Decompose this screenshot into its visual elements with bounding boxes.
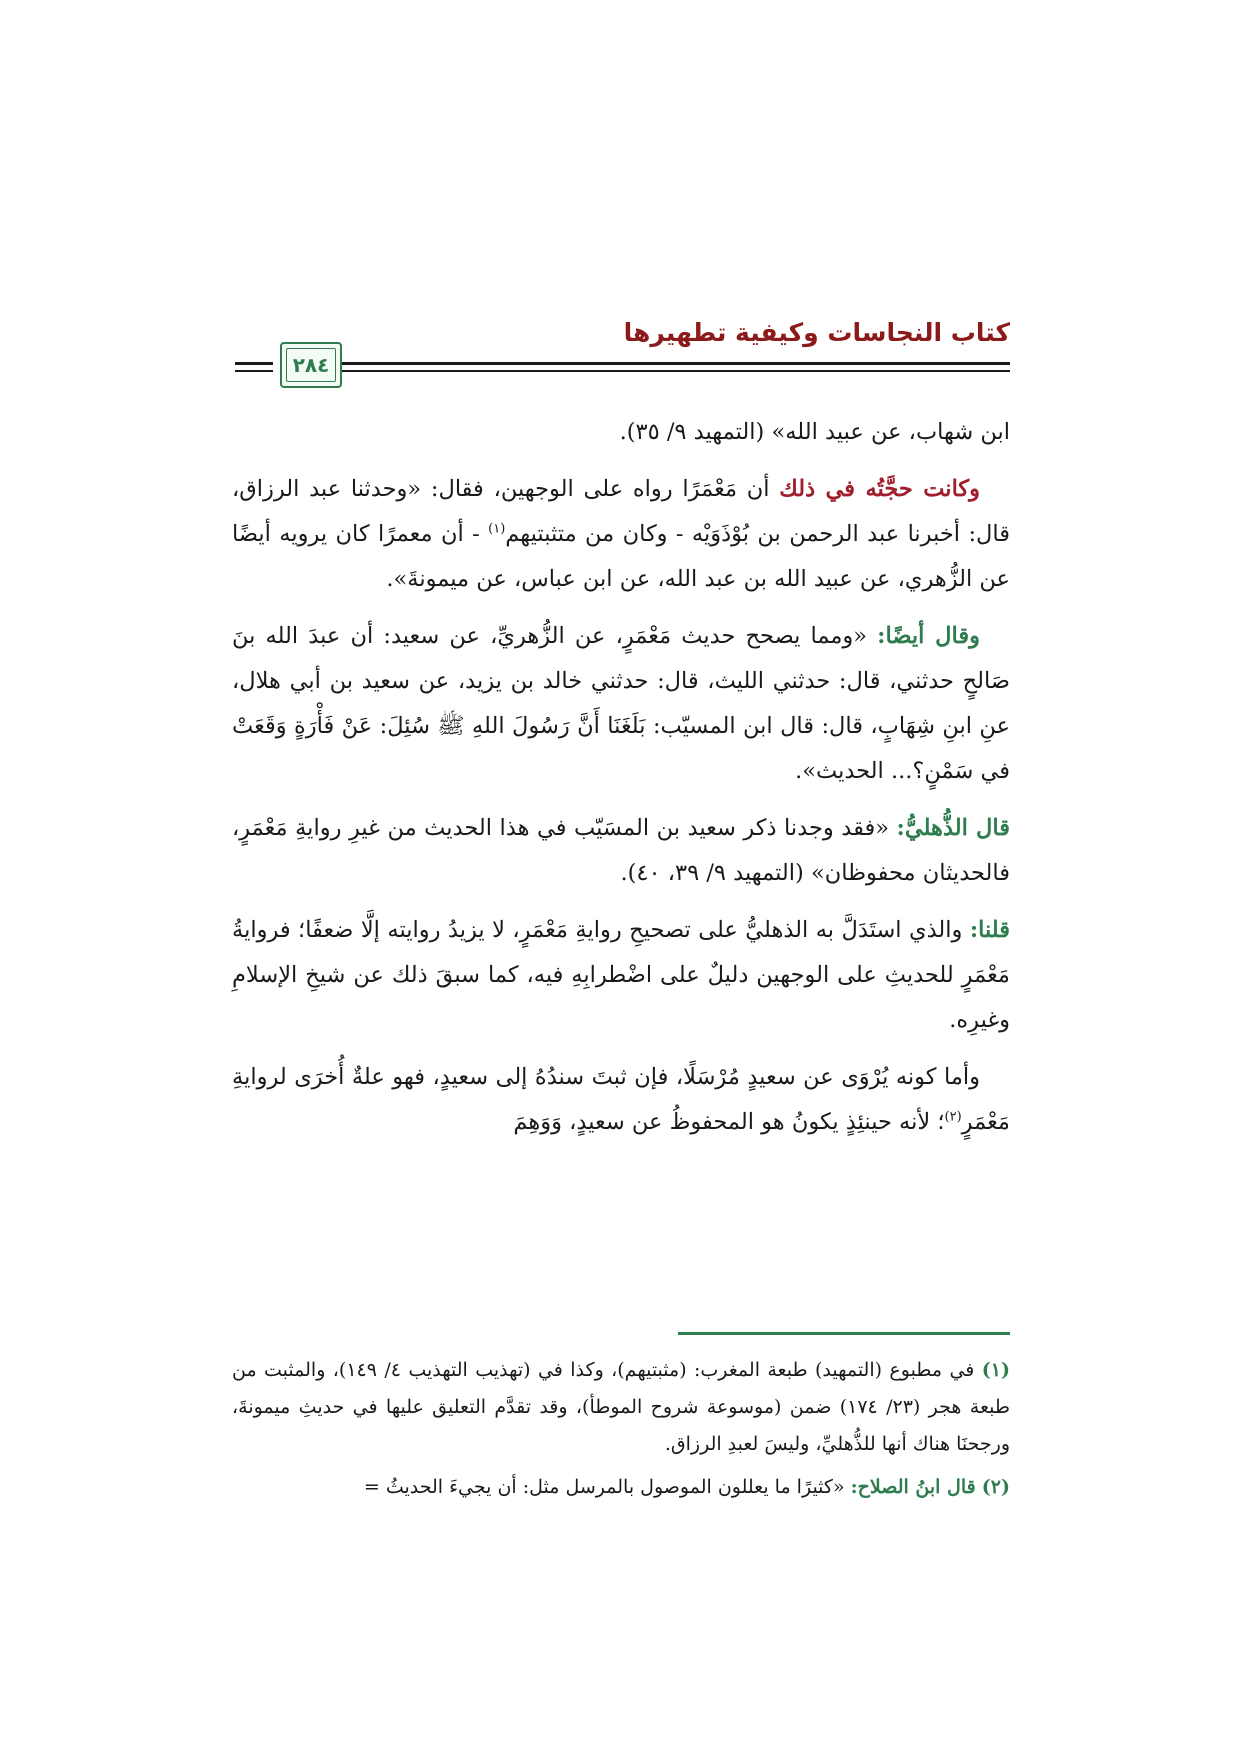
page-number: ٢٨٤: [292, 353, 330, 377]
footnote-1: (١) في مطبوع (التمهيد) طبعة المغرب: (مثبتيهم)، وكذا في (تهذيب التهذيب ٤/ ١٤٩)، والمثبت من طبعة هجر (٢٣/ ١٧٤) ضمن (موسوعة شروح الموطأ)، وقد تقدَّم التعليق عليها في حديثِ ميمونةَ، ورجحنَا هناك أنها للذُّهليِّ، وليسَ لعبدِ الرزاق.: [232, 1359, 1010, 1455]
paragraph-4-lead: قال الذُّهليُّ:: [896, 815, 1010, 841]
page-number-badge: [280, 342, 342, 388]
page-header: [235, 318, 1010, 398]
paragraph-2: وكانت حجَّتُه في ذلك أن مَعْمَرًا رواه على الوجهين، فقال: «وحدثنا عبد الرزاق، قال: أخبرنا عبد الرحمن بن بُوْذَوَيْه - وكان من متثبتيهم$^{(١)}$ - أن معمرًا كان يرويه أيضًا عن الزُّهري، عن عبيد الله بن عبد الله، عن ابن عباس، عن ميمونةَ».: [232, 476, 1010, 592]
footnote-ref-2[interactable]: (٢): [944, 1109, 962, 1125]
header-rule-top: [340, 362, 1010, 365]
header-rule-left-bottom: [235, 370, 273, 372]
book-title: كتاب النجاسات وكيفية تطهيرها: [623, 318, 1010, 347]
footnote-1-number: (١): [981, 1359, 1010, 1381]
header-rule-bottom: [340, 370, 1010, 372]
paragraph-3-lead: وقال أيضًا:: [877, 623, 981, 649]
footnote-2: (٢) قال ابنُ الصلاح: «كثيرًا ما يعللون الموصول بالمرسل مثل: أن يجيءَ الحديثُ =: [363, 1476, 1010, 1498]
paragraph-5-lead: قلنا:: [969, 917, 1010, 943]
paragraph-4: قال الذُّهليُّ: «فقد وجدنا ذكر سعيد بن المسَيّب في هذا الحديث من غيرِ روايةِ مَعْمَرٍ، فالحديثان محفوظان» (التمهيد ٩/ ٣٩، ٤٠).: [232, 815, 1010, 886]
main-text: [232, 410, 1010, 1157]
footnote-2-number: (٢): [981, 1476, 1010, 1498]
paragraph-2-lead: وكانت حجَّتُه في ذلك: [779, 476, 981, 502]
footnote-separator: [678, 1332, 1010, 1335]
footnotes: [232, 1352, 1010, 1512]
paragraph-1: ابن شهاب، عن عبيد الله» (التمهيد ٩/ ٣٥).: [619, 419, 1010, 445]
paragraph-3: وقال أيضًا: «ومما يصحح حديث مَعْمَرٍ، عن الزُّهريِّ، عن سعيد: أن عبدَ الله بنَ صَالحٍ حدثني، قال: حدثني الليث، قال: حدثني خالد بن يزيد، عن سعيد بن أبي هلال، عنِ ابنِ شِهَابٍ، قال: قال ابن المسيّب: بَلَغَنَا أَنَّ رَسُولَ اللهِ ﷺ سُئِلَ: عَنْ فَأْرَةٍ وَقَعَتْ في سَمْنٍ؟... الحديث».: [232, 623, 1010, 784]
paragraph-5: قلنا: والذي استَدَلَّ به الذهليُّ على تصحيحِ روايةِ مَعْمَرٍ، لا يزيدُ روايته إلَّا ضعفًا؛ فروايةُ مَعْمَرٍ للحديثِ على الوجهين دليلٌ على اضْطرابِهِ فيه، كما سبقَ ذلك عن شيخِ الإسلامِ وغيرِه.: [232, 917, 1010, 1033]
header-rule-left-top: [235, 362, 273, 365]
footnote-2-lead: قال ابنُ الصلاح:: [850, 1476, 976, 1498]
footnote-ref-1[interactable]: (١): [488, 521, 506, 537]
paragraph-6: وأما كونه يُرْوَى عن سعيدٍ مُرْسَلًا، فإن ثبتَ سندُهُ إلى سعيدٍ، فهو علةٌ أُخرَى لروايةِ مَعْمَرٍ$^{(٢)}$؛ لأنه حينئِذٍ يكونُ هو المحفوظُ عن سعيدٍ، وَوَهِمَ: [232, 1064, 1010, 1135]
